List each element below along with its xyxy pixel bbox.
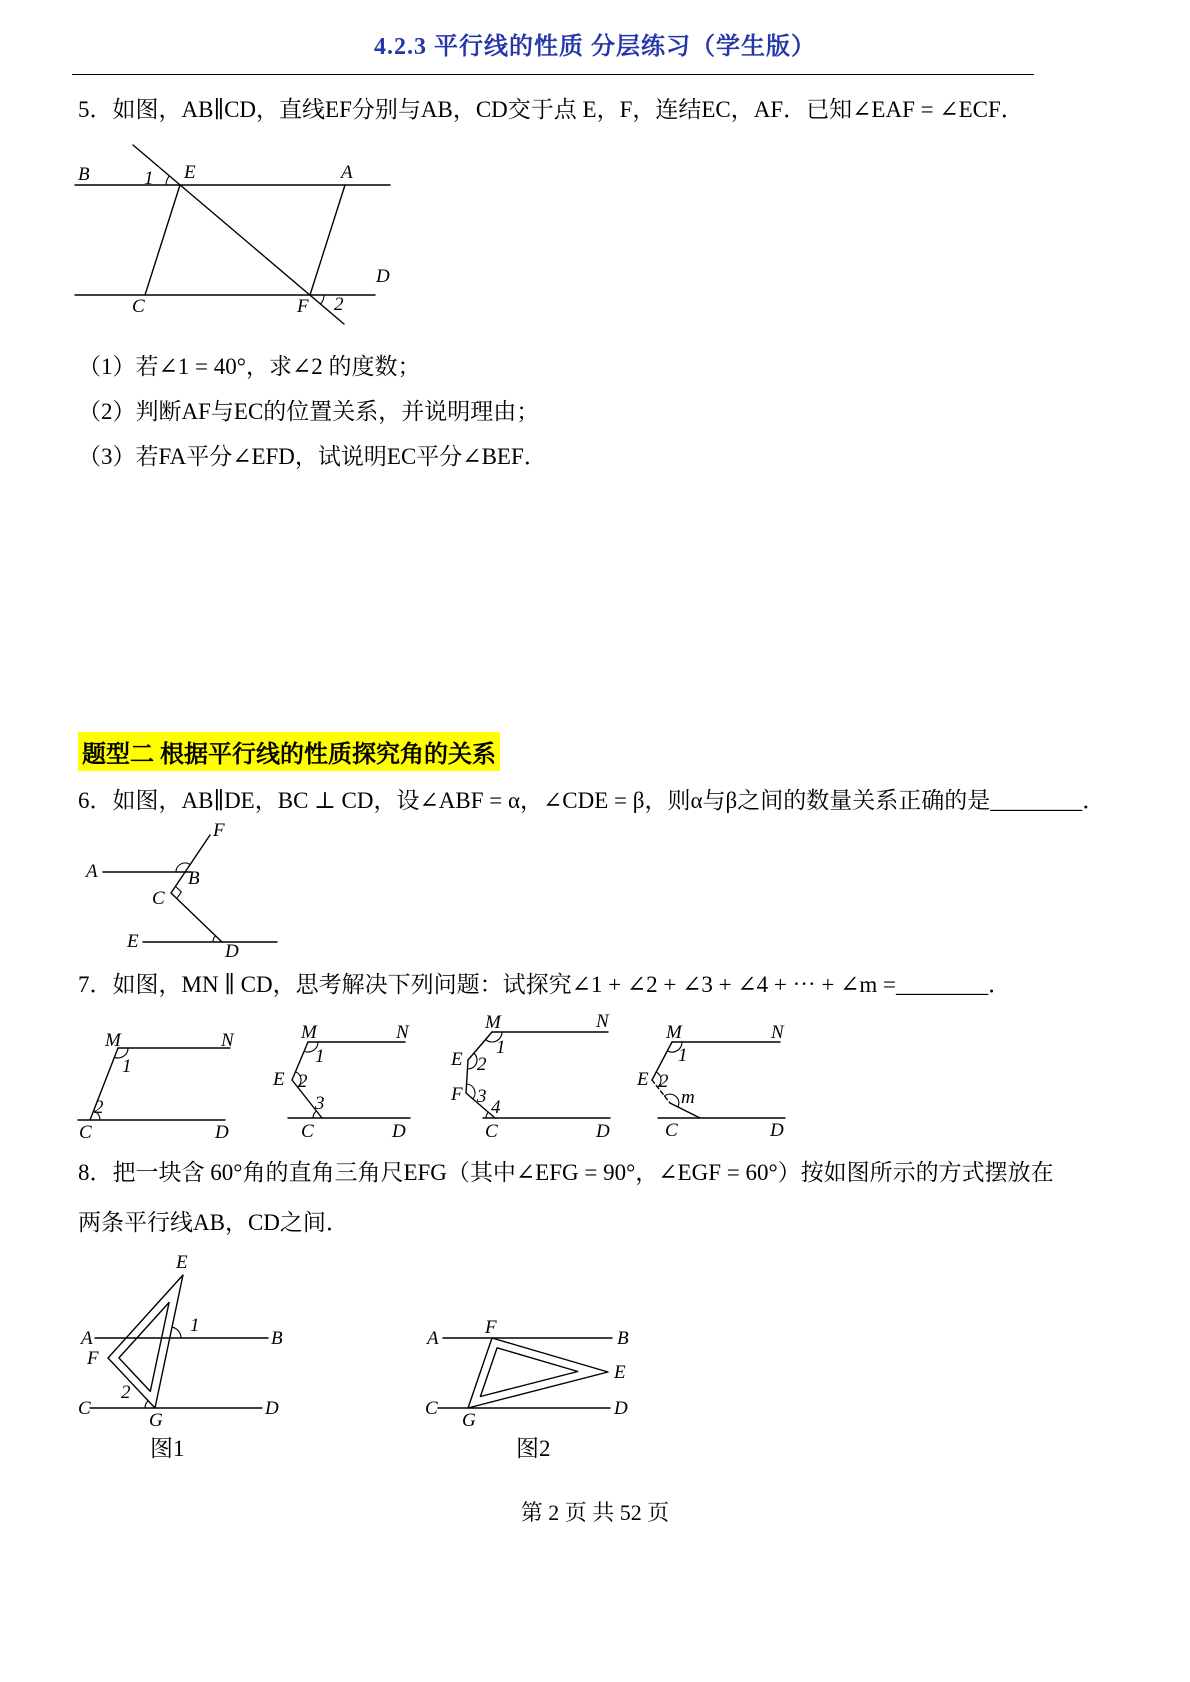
question-5-part-1: （1）若∠1 = 40°，求∠2 的度数；	[78, 354, 421, 379]
angle-1-arc	[166, 176, 169, 185]
label-c: C	[301, 1121, 314, 1142]
label-d: D	[265, 1398, 279, 1419]
figure-2-caption: 图2	[516, 1436, 551, 1461]
label-d: D	[614, 1398, 628, 1419]
label-f: F	[485, 1317, 497, 1338]
label-e: E	[176, 1252, 188, 1273]
section-2-heading: 题型二 根据平行线的性质探究角的关系	[78, 732, 500, 771]
label-b: B	[78, 164, 90, 185]
page-number: 第 2 页 共 52 页	[520, 1500, 670, 1525]
label-m: M	[301, 1022, 317, 1043]
label-angle-2: 2	[659, 1071, 669, 1092]
label-e: E	[127, 931, 139, 952]
label-c: C	[78, 1398, 91, 1419]
question-8-stem-line-2: 两条平行线AB，CD之间．	[78, 1210, 349, 1235]
angle-cde-arc	[213, 936, 216, 942]
figure-q5	[70, 140, 470, 340]
label-angle-3: 3	[315, 1093, 325, 1114]
label-angle-2: 2	[334, 294, 344, 315]
label-d: D	[376, 266, 390, 287]
question-7-stem: 7．如图，MN ∥ CD，思考解决下列问题：试探究∠1 + ∠2 + ∠3 + ∠4 + ⋯ + ∠m =________．	[78, 972, 1011, 997]
label-c: C	[79, 1122, 92, 1143]
label-angle-2: 2	[298, 1071, 308, 1092]
label-e: E	[614, 1362, 626, 1383]
label-f: F	[451, 1084, 463, 1105]
question-8-stem-line-1: 8．把一块含 60°角的直角三角尺EFG（其中∠EFG = 90°，∠EGF = 60°）按如图所示的方式摆放在	[78, 1160, 1054, 1185]
label-angle-1: 1	[315, 1046, 325, 1067]
figure-q6	[85, 820, 295, 965]
label-angle-3: 3	[477, 1086, 487, 1107]
question-5-part-2: （2）判断AF与EC的位置关系，并说明理由；	[78, 399, 540, 424]
label-n: N	[771, 1022, 784, 1043]
label-d: D	[596, 1121, 610, 1142]
label-n: N	[396, 1022, 409, 1043]
label-c: C	[485, 1121, 498, 1142]
label-angle-2: 2	[121, 1382, 131, 1403]
angle-2-arc	[321, 295, 324, 304]
label-angle-2: 2	[94, 1097, 104, 1118]
label-f: F	[87, 1348, 99, 1369]
figure-q7-sub1	[78, 1030, 238, 1147]
right-angle-mark-c	[176, 886, 182, 898]
label-m: M	[666, 1022, 682, 1043]
question-6-stem: 6．如图，AB∥DE，BC ⊥ CD，设∠ABF = α，∠CDE = β，则α与β之间的数量关系正确的是________．	[78, 788, 1106, 813]
angle-m-arc	[665, 1094, 679, 1107]
segment-cd	[171, 893, 222, 942]
triangle-efg-outer	[108, 1275, 183, 1408]
label-b: B	[271, 1328, 283, 1349]
label-g: G	[462, 1410, 476, 1431]
question-5-stem: 5．如图，AB∥CD，直线EF分别与AB，CD交于点 E，F，连结EC，AF．已知∠EAF = ∠ECF．	[78, 97, 1024, 122]
label-e: E	[273, 1069, 285, 1090]
segment-af	[310, 185, 345, 295]
label-a: A	[86, 861, 98, 882]
label-b: B	[617, 1328, 629, 1349]
label-c: C	[425, 1398, 438, 1419]
label-angle-1: 1	[678, 1045, 688, 1066]
label-angle-1: 1	[496, 1037, 506, 1058]
label-m: M	[485, 1012, 501, 1033]
label-c: C	[665, 1120, 678, 1141]
label-e: E	[637, 1069, 649, 1090]
label-f: F	[213, 820, 225, 841]
label-angle-1: 1	[190, 1315, 200, 1336]
label-m: M	[105, 1030, 121, 1051]
figure-q8-2	[425, 1317, 645, 1440]
segment-ec	[145, 185, 180, 295]
label-d: D	[215, 1122, 229, 1143]
label-g: G	[149, 1410, 163, 1431]
label-c: C	[152, 888, 165, 909]
label-a: A	[427, 1328, 439, 1349]
label-f: F	[297, 296, 309, 317]
triangle-fge-inner	[480, 1348, 577, 1397]
label-b: B	[188, 868, 200, 889]
label-angle-1: 1	[144, 168, 154, 189]
figure-q8-1	[78, 1252, 318, 1435]
label-d: D	[392, 1121, 406, 1142]
figure-q7-sub2	[270, 1023, 420, 1147]
figure-1-caption: 图1	[150, 1436, 185, 1461]
label-d: D	[225, 941, 239, 962]
angle-4-arc	[486, 1112, 488, 1118]
header-divider	[72, 74, 1034, 75]
question-5-part-3: （3）若FA平分∠EFD，试说明EC平分∠BEF．	[78, 444, 547, 469]
label-a: A	[341, 162, 353, 183]
figure-q7-sub4	[635, 1023, 790, 1147]
label-d: D	[770, 1120, 784, 1141]
angle-2-arc	[145, 1401, 148, 1408]
label-angle-4: 4	[491, 1097, 501, 1118]
page-title: 4.2.3 平行线的性质 分层练习（学生版）	[374, 34, 816, 60]
label-a: A	[81, 1328, 93, 1349]
label-e: E	[451, 1049, 463, 1070]
label-c: C	[132, 296, 145, 317]
segment-ef	[466, 1060, 468, 1093]
angle-1-arc	[172, 1327, 181, 1338]
label-n: N	[221, 1030, 234, 1051]
label-angle-m: m	[681, 1087, 695, 1108]
figure-q7-sub3	[450, 1013, 615, 1147]
label-e: E	[184, 162, 196, 183]
label-n: N	[596, 1011, 609, 1032]
label-angle-2: 2	[477, 1054, 487, 1075]
label-angle-1: 1	[122, 1056, 132, 1077]
